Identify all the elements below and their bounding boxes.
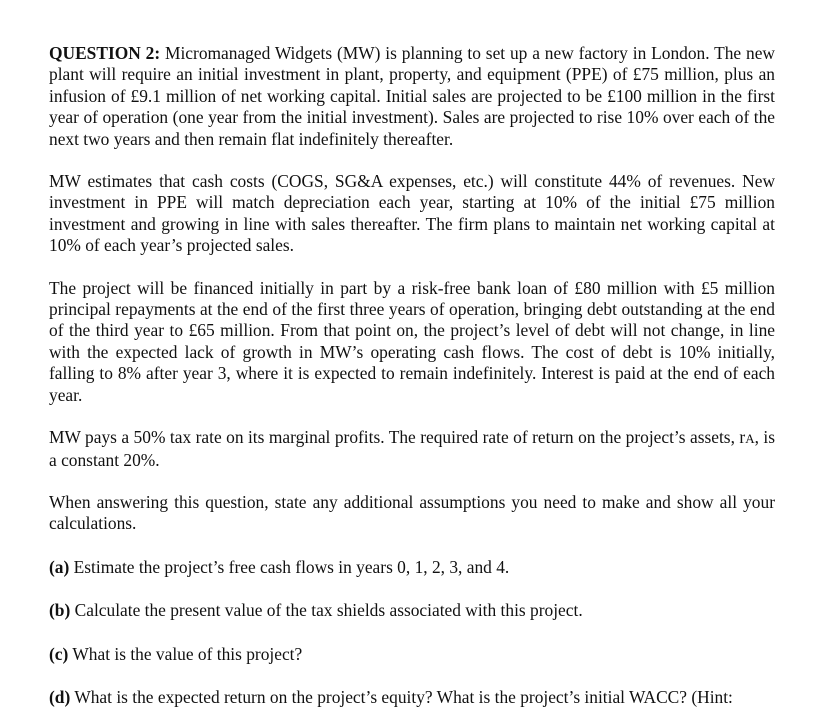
part-label: (c): [49, 643, 69, 664]
part-label: (a): [49, 556, 70, 577]
costs-paragraph: MW estimates that cash costs (COGS, SG&A expenses, etc.) will constitute 44% of revenues. New investment in PPE will match depreciation each year, starting at 10% of the initial £75 million investment and growing in line with sales thereafter. The firm plans to maintain net working capital at 10% of each year’s projected sales.: [49, 171, 775, 256]
question-label: QUESTION 2:: [49, 43, 161, 63]
instructions-paragraph: When answering this question, state any additional assumptions you need to make and show all your calculations.: [49, 491, 775, 534]
question-intro-text: Micromanaged Widgets (MW) is planning to set up a new factory in London. The new plant will require an initial investment in plant, property, and equipment (PPE) of £75 million, plus an infusion of £9.1 million of net working capital. Initial sales are projected to be £100 million in the first year of operation (one year from the initial investment). Sales are projected to rise 10% over each of the next two years and then remain flat indefinitely thereafter.: [49, 43, 775, 149]
part-a: [49, 557, 775, 578]
part-text: What is the value of this project?: [72, 643, 303, 664]
tax-text: MW pays a 50% tax rate on its marginal profits. The required rate of return on the project’s assets,: [49, 427, 735, 448]
tax-text-end: , is a constant 20%.: [49, 427, 775, 470]
part-b: [49, 600, 775, 621]
part-c: [49, 644, 775, 665]
part-label: (d): [49, 686, 71, 707]
part-text: What is the expected return on the project’s equity? What is the project’s initial WACC? (Hint:: [74, 686, 733, 707]
part-text: Estimate the project’s free cash flows in years 0, 1, 2, 3, and 4.: [73, 556, 510, 577]
part-label: (b): [49, 600, 71, 621]
question-document: [49, 43, 775, 708]
part-text: Calculate the present value of the tax shields associated with this project.: [74, 600, 583, 621]
asset-return-symbol: rA: [739, 427, 755, 448]
part-d: [49, 687, 775, 708]
financing-paragraph: The project will be financed initially in part by a risk-free bank loan of £80 million with £5 million principal repayments at the end of the first three years of operation, bringing debt outstanding at the end of the third year to £65 million. From that point on, the project’s level of debt will not change, in line with the expected lack of growth in MW’s operating cash flows. The cost of debt is 10% initially, falling to 8% after year 3, where it is expected to remain indefinitely. Interest is paid at the end of each year.: [49, 277, 775, 405]
tax-paragraph: [49, 427, 775, 471]
question-intro-paragraph: [49, 43, 775, 150]
